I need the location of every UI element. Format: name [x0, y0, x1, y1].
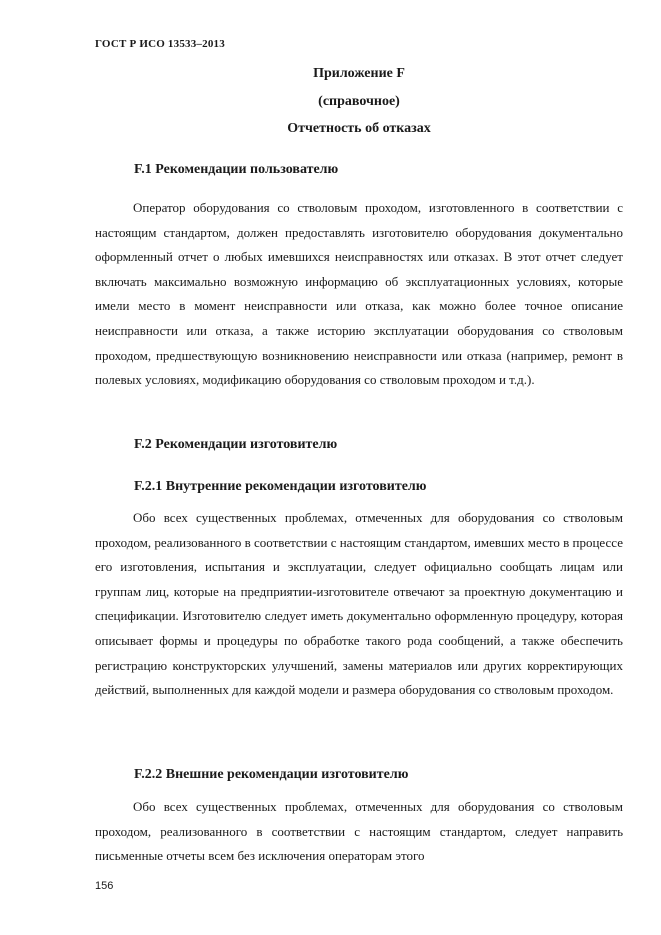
- appendix-type: (справочное): [318, 94, 400, 109]
- section-f21-title: F.2.1 Внутренние рекомендации изготовителю: [134, 479, 427, 494]
- appendix-heading: Отчетность об отказах: [287, 121, 431, 136]
- section-f21-paragraph: Обо всех существенных проблемах, отмеченных для оборудования со стволовым проходом, реализованного в соответствии с настоящим стандартом, имевших место в процессе его изготовления, испытания и эксплуатации, следует официально сообщать лицам или группам лиц, которые на предприятии-изготовителе отвечают за проектную документацию и спецификации. Изготовителю следует иметь документально оформленную процедуру, которая описывает формы и процедуры по обработке такого рода сообщений, а также обеспечить регистрацию конструкторских улучшений, замены материалов или других корректирующих действий, выполненных для каждой модели и размера оборудования со стволовым проходом.: [95, 510, 623, 698]
- section-f1-paragraph: Оператор оборудования со стволовым проходом, изготовленного в соответствии с настоящим стандартом, должен предоставлять изготовителю оборудования документально оформленный отчет о любых имевшихся неисправностях или отказах. В этот отчет следует включать максимально возможную информацию об эксплуатационных условиях, которые имели место в момент неисправности или отказа, как можно более точное описание неисправности или отказа, а также историю эксплуатации оборудования со стволовым проходом, предшествующую возникновению неисправности или отказа (например, ремонт в полевых условиях, модификацию оборудования со стволовым проходом и т.д.).: [95, 200, 623, 388]
- section-f22-title: F.2.2 Внешние рекомендации изготовителю: [134, 767, 409, 782]
- appendix-title: Приложение F: [313, 66, 405, 81]
- page-number: 156: [95, 880, 114, 892]
- standard-header: ГОСТ Р ИСО 13533–2013: [95, 38, 225, 50]
- section-f22-paragraph: Обо всех существенных проблемах, отмеченных для оборудования со стволовым проходом, реализованного в соответствии с настоящим стандартом, следует направить письменные отчеты всем без исключения операторам этого: [95, 799, 623, 864]
- section-f2-title: F.2 Рекомендации изготовителю: [134, 437, 338, 452]
- section-f1-title: F.1 Рекомендации пользователю: [134, 162, 339, 177]
